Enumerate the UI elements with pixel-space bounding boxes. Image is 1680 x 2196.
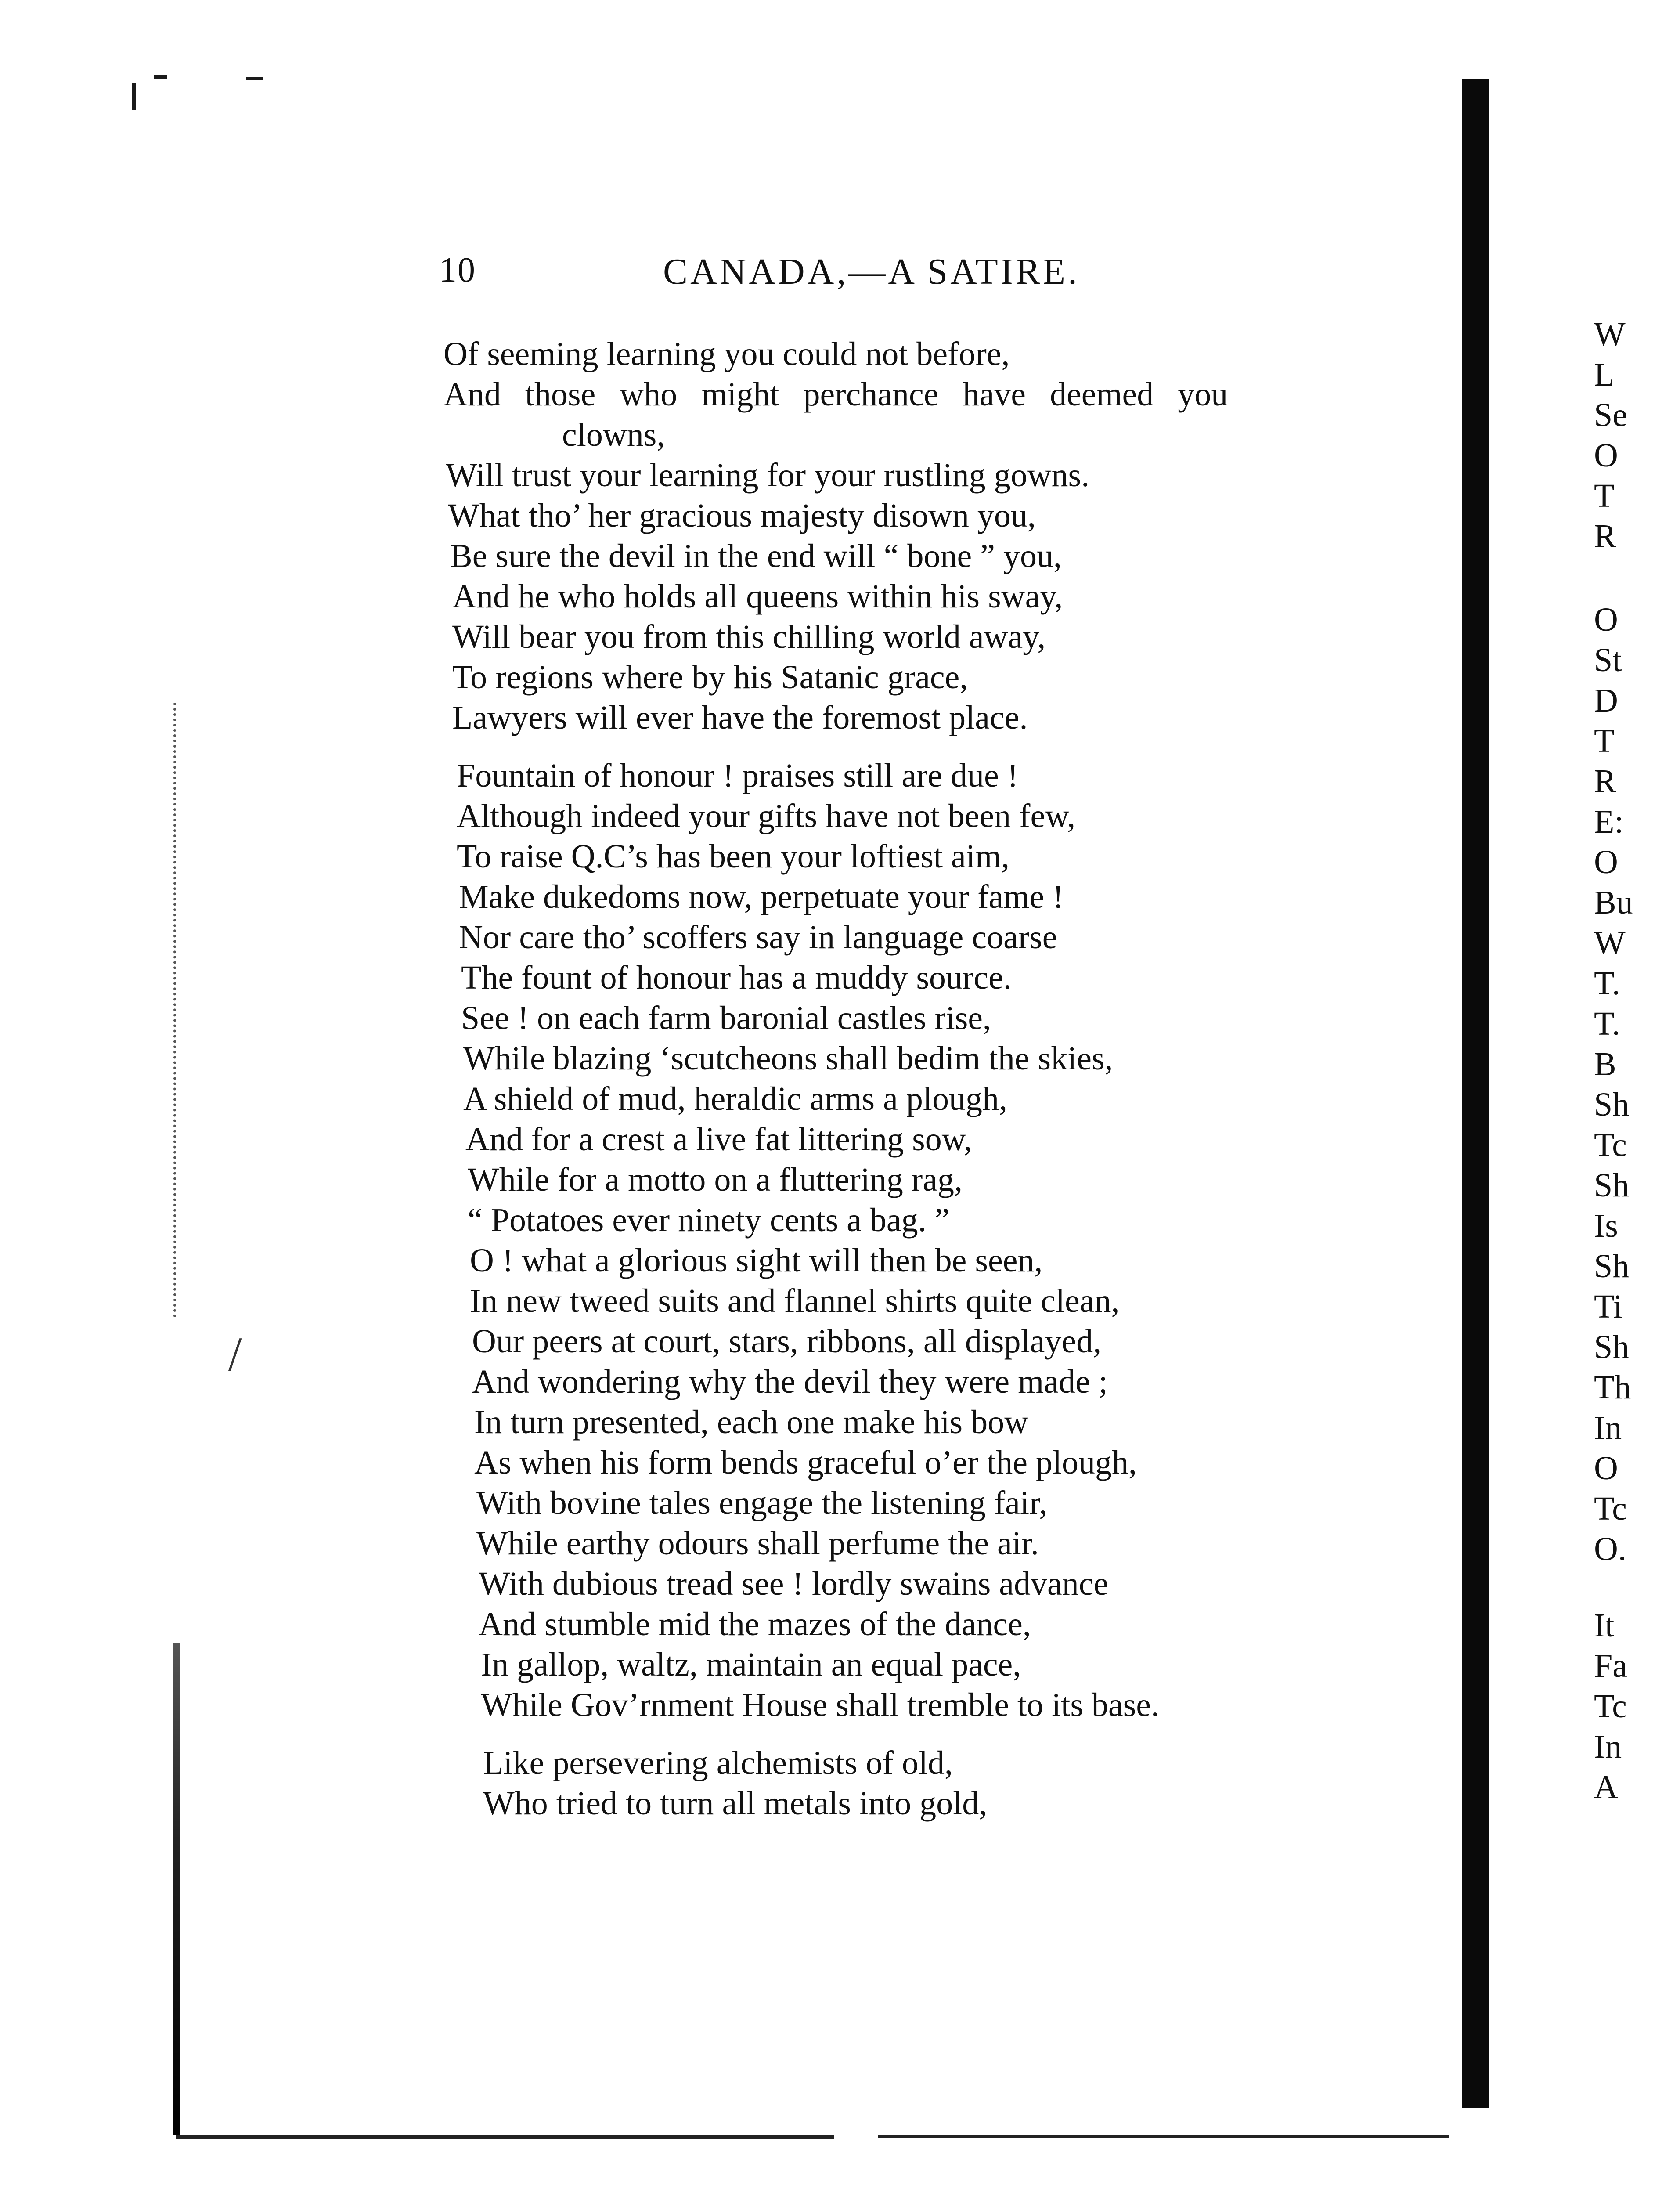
binding-edge [173, 1643, 180, 2135]
verse-line: To raise Q.C’s has been your loftiest aim, [457, 838, 1009, 875]
verse-line: Of seeming learning you could not before, [443, 336, 1010, 372]
verse-line: Lawyers will ever have the foremost place. [452, 699, 1028, 736]
facing-page-fragment: Tc [1594, 1127, 1627, 1163]
verse-line: Our peers at court, stars, ribbons, all displayed, [472, 1323, 1102, 1360]
facing-page-fragment: Se [1594, 397, 1627, 433]
verse-line-continuation: clowns, [562, 416, 665, 453]
bottom-rule [878, 2135, 1449, 2138]
verse-line: Nor care tho’ scoffers say in language coarse [459, 919, 1057, 956]
verse-line: The fount of honour has a muddy source. [461, 959, 1012, 996]
verse-line: And stumble mid the mazes of the dance, [479, 1606, 1031, 1643]
verse-line: O ! what a glorious sight will then be seen, [470, 1242, 1043, 1279]
verse-line: With bovine tales engage the listening fair, [476, 1484, 1048, 1521]
verse-line: And for a crest a live fat littering sow, [465, 1121, 972, 1158]
facing-page-fragment: W [1594, 316, 1626, 353]
facing-page-fragment: R [1594, 763, 1616, 800]
scan-speck [154, 75, 167, 79]
facing-page-fragment: T [1594, 722, 1615, 759]
verse-line: Make dukedoms now, perpetuate your fame ! [459, 878, 1064, 915]
verse-line: What tho’ her gracious majesty disown you, [448, 497, 1036, 534]
pencil-mark: / [228, 1327, 242, 1381]
verse-line: “ Potatoes ever ninety cents a bag. ” [468, 1202, 950, 1239]
facing-page-fragment: O [1594, 437, 1618, 474]
verse-line: And he who holds all queens within his sway, [452, 578, 1063, 615]
verse-line: Although indeed your gifts have not been few, [457, 798, 1076, 834]
verse-line: And those who might perchance have deemed you [443, 376, 1228, 413]
facing-page-fragment: Sh [1594, 1248, 1630, 1285]
facing-page-fragment: O [1594, 601, 1618, 638]
verse-line: Who tried to turn all metals into gold, [483, 1785, 988, 1822]
verse-line: To regions where by his Satanic grace, [452, 659, 968, 696]
facing-page-fragment: O [1594, 1450, 1618, 1487]
verse-line: Fountain of honour ! praises still are due ! [457, 757, 1019, 794]
facing-page-fragment: T [1594, 477, 1615, 514]
verse-line: While blazing ‘scutcheons shall bedim the skies, [463, 1040, 1113, 1077]
page-number: 10 [439, 251, 476, 289]
verse-line: With dubious tread see ! lordly swains advance [479, 1565, 1109, 1602]
facing-page-fragment: In [1594, 1409, 1622, 1446]
verse-line: And wondering why the devil they were made ; [472, 1363, 1108, 1400]
running-title: CANADA,—A SATIRE. [663, 251, 1080, 292]
facing-page-fragment: Tc [1594, 1688, 1627, 1725]
facing-page-fragment: Tc [1594, 1490, 1627, 1527]
facing-page-fragment: Sh [1594, 1167, 1630, 1204]
facing-page-fragment: O [1594, 844, 1618, 881]
facing-page-fragment: O. [1594, 1531, 1626, 1568]
facing-page-fragment: B [1594, 1046, 1616, 1083]
facing-page-fragment: In [1594, 1728, 1622, 1765]
facing-page-fragment: T. [1594, 1005, 1620, 1042]
verse-line: See ! on each farm baronial castles rise, [461, 1000, 991, 1037]
verse-line: In new tweed suits and flannel shirts quite clean, [470, 1282, 1120, 1319]
verse-line: Will bear you from this chilling world away, [452, 618, 1046, 655]
facing-page-fragment: Ti [1594, 1288, 1622, 1325]
verse-line: In turn presented, each one make his bow [474, 1404, 1029, 1441]
facing-page-fragment: It [1594, 1607, 1615, 1644]
facing-page-fragment: D [1594, 682, 1618, 719]
bottom-rule [176, 2135, 834, 2139]
verse-line: While Gov’rnment House shall tremble to its base. [481, 1687, 1159, 1723]
facing-page-fragment: A [1594, 1769, 1618, 1806]
verse-line: While for a motto on a fluttering rag, [468, 1161, 963, 1198]
verse-line: While earthy odours shall perfume the air. [476, 1525, 1039, 1562]
facing-page-fragment: Bu [1594, 884, 1633, 921]
verse-line: A shield of mud, heraldic arms a plough, [463, 1080, 1007, 1117]
scan-speck [246, 77, 263, 80]
facing-page-fragment: E: [1594, 803, 1624, 840]
verse-line: Be sure the devil in the end will “ bone ” you, [450, 538, 1062, 574]
facing-page-fragment: St [1594, 642, 1622, 679]
verse-line: In gallop, waltz, maintain an equal pace, [481, 1646, 1021, 1683]
facing-page-fragment: Fa [1594, 1647, 1627, 1684]
facing-page-fragment: L [1594, 356, 1615, 393]
verse-line: As when his form bends graceful o’er the plough, [474, 1444, 1137, 1481]
facing-page-fragment: Sh [1594, 1329, 1630, 1365]
facing-page-fragment: Is [1594, 1207, 1618, 1244]
verse-line: Like persevering alchemists of old, [483, 1745, 953, 1781]
facing-page-fragment: R [1594, 518, 1616, 555]
facing-page-fragment: W [1594, 925, 1626, 961]
scan-speck [132, 83, 136, 110]
gutter-shadow [1462, 79, 1489, 2108]
running-header [439, 250, 1361, 303]
facing-page-fragment: Sh [1594, 1086, 1630, 1123]
facing-page-fragment: Th [1594, 1369, 1631, 1406]
binding-edge-dots [173, 703, 180, 1318]
verse-line: Will trust your learning for your rustling gowns. [446, 457, 1090, 494]
facing-page-fragment: T. [1594, 965, 1620, 1002]
